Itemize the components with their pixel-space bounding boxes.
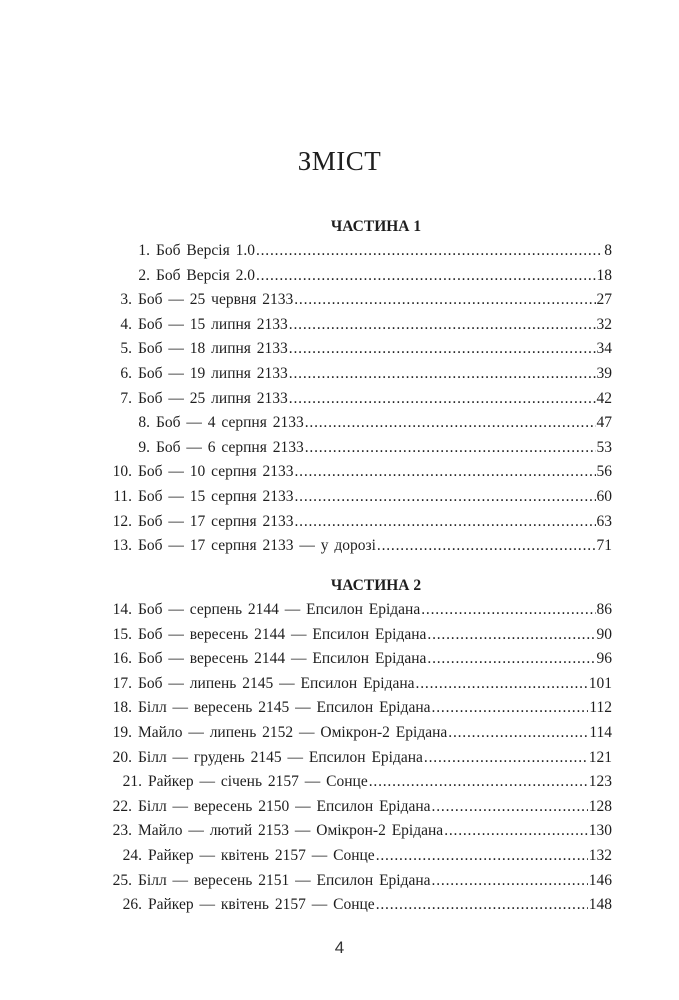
entry-page: 128: [588, 797, 612, 815]
page-number: 4: [334, 938, 345, 957]
toc-entry[interactable]: [100, 696, 612, 721]
dot-leader: [448, 721, 588, 746]
entry-title: Райкер — січень 2157 — Сонце: [148, 773, 368, 791]
page-title: ЗМІСТ: [297, 146, 382, 176]
entry-title: Боб — 6 серпня 2133: [156, 438, 304, 456]
entry-page: 32: [596, 315, 612, 333]
toc-entry[interactable]: [100, 844, 612, 869]
entry-title: Білл — вересень 2145 — Епсилон Ерідана: [138, 699, 431, 717]
entry-number: 1.: [138, 242, 150, 259]
dot-leader: [427, 623, 595, 648]
entry-number: 5.: [120, 340, 132, 358]
dot-leader: [376, 844, 588, 869]
entry-number: 4.: [120, 315, 132, 333]
entry-title: Майло — лютий 2153 — Омікрон-2 Ерідана: [138, 822, 444, 840]
toc-entry[interactable]: [100, 869, 612, 894]
dot-leader: [444, 819, 588, 844]
toc-entry[interactable]: [100, 239, 612, 264]
entry-number: 24.: [122, 846, 142, 864]
entry-page: 130: [588, 822, 612, 840]
toc-entry[interactable]: [100, 598, 612, 623]
dot-leader: [289, 313, 596, 338]
toc-entry[interactable]: [100, 485, 612, 510]
entry-page: 56: [596, 463, 612, 481]
entry-number: 23.: [112, 822, 132, 840]
entry-page: 132: [588, 846, 612, 864]
dot-leader: [377, 534, 596, 559]
entry-number: 13.: [112, 537, 132, 555]
entry-title: Боб — вересень 2144 — Епсилон Ерідана: [138, 625, 427, 643]
toc-entry[interactable]: [100, 411, 612, 436]
dot-leader: [369, 770, 588, 795]
entry-number: 26.: [122, 896, 142, 914]
entry-number: 16.: [112, 650, 132, 668]
toc-part-1: [100, 216, 612, 559]
entry-page: 39: [596, 364, 612, 382]
entry-title: Білл — грудень 2145 — Епсилон Ерідана: [138, 748, 423, 766]
entry-title: Боб — 19 липня 2133: [138, 364, 288, 382]
toc-part-2: [100, 575, 612, 918]
entry-page: 90: [596, 625, 612, 643]
toc-entry[interactable]: [100, 746, 612, 771]
entry-title: Білл — вересень 2151 — Епсилон Ерідана: [138, 871, 431, 889]
dot-leader: [289, 387, 596, 412]
entry-page: 101: [588, 674, 612, 692]
dot-leader: [289, 337, 596, 362]
entry-title: Боб — 15 серпня 2133: [138, 487, 294, 505]
entry-title: Боб Версія 2.0: [156, 266, 255, 284]
entry-page: 18: [596, 266, 612, 284]
entry-page: 47: [596, 414, 612, 432]
toc-entry[interactable]: [100, 534, 612, 559]
entry-title: Боб — 10 серпня 2133: [138, 463, 294, 481]
entry-number: 11.: [113, 487, 132, 505]
entry-number: 7.: [120, 389, 132, 407]
entry-number: 10.: [112, 463, 132, 481]
dot-leader: [424, 746, 588, 771]
entry-title: Боб — 4 серпня 2133: [156, 414, 304, 432]
toc-entry[interactable]: [100, 721, 612, 746]
dot-leader: [294, 460, 595, 485]
entry-page: 121: [588, 748, 612, 766]
entry-page: 42: [596, 389, 612, 407]
dot-leader: [289, 362, 596, 387]
entry-title: Боб — 25 червня 2133: [138, 291, 294, 309]
entry-title: Боб Версія 1.0: [156, 242, 255, 259]
toc-entry[interactable]: [100, 510, 612, 535]
entry-title: Боб — серпень 2144 — Епсилон Ерідана: [138, 601, 421, 618]
toc-entry[interactable]: [100, 436, 612, 461]
entry-number: 22.: [112, 797, 132, 815]
entry-number: 15.: [112, 625, 132, 643]
entry-page: 71: [596, 537, 612, 555]
entry-number: 2.: [138, 266, 150, 284]
entry-page: 112: [589, 699, 612, 717]
toc-entry[interactable]: [100, 387, 612, 412]
dot-leader: [421, 598, 595, 623]
entry-title: Райкер — квітень 2157 — Сонце: [148, 846, 375, 864]
dot-leader: [294, 288, 595, 313]
entry-title: Боб — 25 липня 2133: [138, 389, 288, 407]
entry-page: 148: [588, 896, 612, 914]
entry-number: 18.: [112, 699, 132, 717]
entry-page: 123: [588, 773, 612, 791]
toc-entry[interactable]: [100, 264, 612, 289]
entry-title: Боб — липень 2145 — Епсилон Ерідана: [138, 674, 415, 692]
entry-number: 25.: [112, 871, 132, 889]
entry-title: Боб — 15 липня 2133: [138, 315, 288, 333]
entry-page: 8: [604, 242, 612, 259]
dot-leader: [256, 264, 596, 289]
entry-number: 9.: [138, 438, 150, 456]
entry-number: 12.: [112, 512, 132, 530]
toc-entry[interactable]: [100, 362, 612, 387]
entry-title: Боб — 18 липня 2133: [138, 340, 288, 358]
entry-page: 60: [596, 487, 612, 505]
entry-number: 6.: [120, 364, 132, 382]
dot-leader: [294, 510, 595, 535]
dot-leader: [432, 696, 589, 721]
toc-entry[interactable]: [100, 672, 612, 697]
toc-entry[interactable]: [100, 819, 612, 844]
entry-page: 86: [596, 601, 612, 618]
toc-entry[interactable]: [100, 795, 612, 820]
entry-page: 27: [596, 291, 612, 309]
entry-number: 21.: [122, 773, 142, 791]
toc-entry[interactable]: [100, 893, 612, 918]
toc-entry[interactable]: [100, 337, 612, 362]
entry-title: Боб — вересень 2144 — Епсилон Ерідана: [138, 650, 427, 668]
entry-page: 63: [596, 512, 612, 530]
entry-number: 3.: [120, 291, 132, 309]
entry-page: 34: [596, 340, 612, 358]
dot-leader: [305, 436, 596, 461]
toc-entry[interactable]: [100, 647, 612, 672]
entry-page: 146: [588, 871, 612, 889]
dot-leader: [256, 239, 603, 264]
entry-number: 17.: [112, 674, 132, 692]
entry-title: Майло — липень 2152 — Омікрон-2 Ерідана: [138, 723, 448, 741]
dot-leader: [432, 795, 588, 820]
entry-title: Райкер — квітень 2157 — Сонце: [148, 896, 375, 914]
entry-number: 14.: [112, 601, 132, 618]
toc-entry[interactable]: [100, 288, 612, 313]
dot-leader: [427, 647, 595, 672]
entry-title: Боб — 17 серпня 2133 — у дорозі: [138, 537, 376, 555]
part-heading: ЧАСТИНА 2: [330, 577, 422, 594]
entry-page: 96: [596, 650, 612, 668]
entry-number: 20.: [112, 748, 132, 766]
entry-page: 114: [589, 723, 612, 741]
part-heading: ЧАСТИНА 1: [330, 218, 422, 235]
entry-title: Білл — вересень 2150 — Епсилон Ерідана: [138, 797, 431, 815]
toc-entry[interactable]: [100, 623, 612, 648]
toc-entry[interactable]: [100, 770, 612, 795]
dot-leader: [294, 485, 595, 510]
entry-title: Боб — 17 серпня 2133: [138, 512, 294, 530]
entry-number: 19.: [112, 723, 132, 741]
dot-leader: [305, 411, 596, 436]
dot-leader: [376, 893, 588, 918]
entry-number: 8.: [138, 414, 150, 432]
dot-leader: [416, 672, 588, 697]
toc-entry[interactable]: [100, 460, 612, 485]
entry-page: 53: [596, 438, 612, 456]
dot-leader: [432, 869, 588, 894]
toc-entry[interactable]: [100, 313, 612, 338]
